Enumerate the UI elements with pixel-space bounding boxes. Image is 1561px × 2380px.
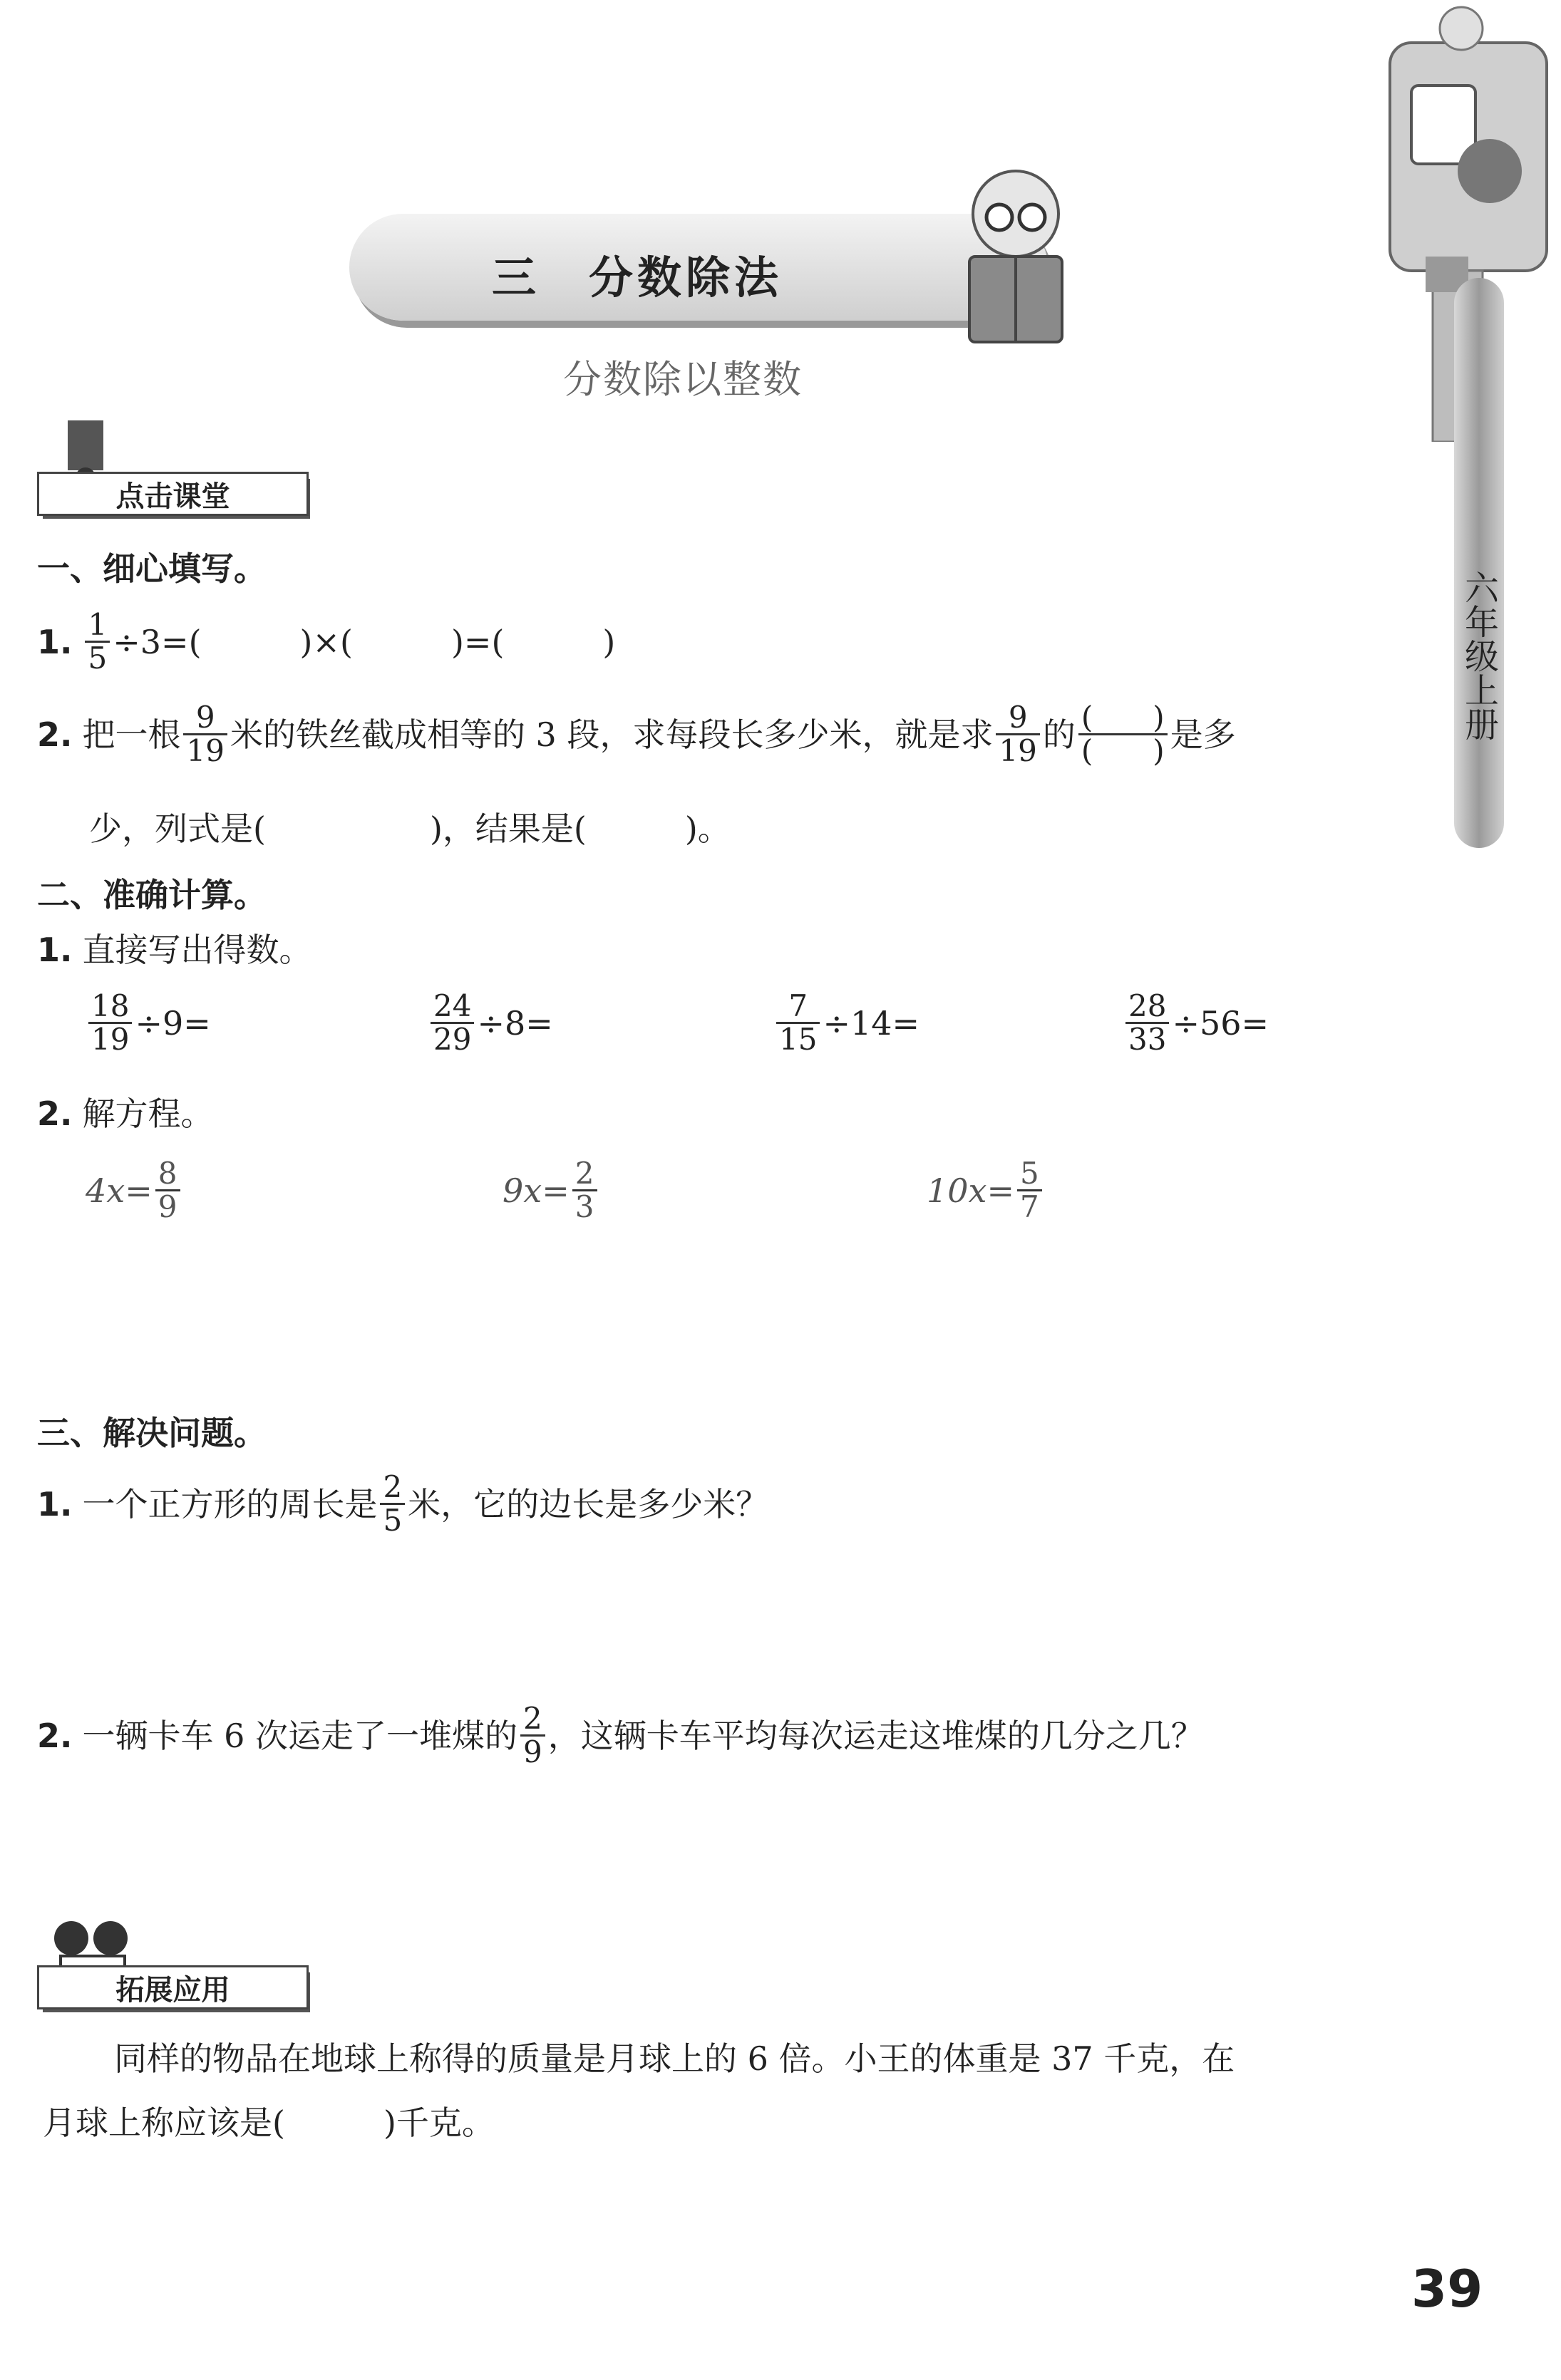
s2-q1: 1. 直接写出得数。 bbox=[37, 931, 312, 969]
calc-item-3: $\frac{7}{15}$ ÷14= bbox=[773, 990, 919, 1055]
s1-q1: 1. $\frac{1}{5}$ ÷3=( )×( )=( ) bbox=[37, 607, 616, 676]
badge-extension: 拓展应用 bbox=[37, 1965, 309, 2009]
side-tab bbox=[1454, 278, 1504, 848]
section3-heading: 三、解决问题。 bbox=[37, 1414, 267, 1452]
section2-heading: 二、准确计算。 bbox=[37, 876, 267, 914]
fraction: $\frac{1}{5}$ bbox=[85, 609, 110, 674]
s3-q1: 1. 一个正方形的周长是 $\frac{2}{5}$ 米，它的边长是多少米？ bbox=[37, 1469, 769, 1538]
chapter-subtitle: 分数除以整数 bbox=[563, 357, 803, 402]
reading-boy-illustration bbox=[955, 150, 1076, 378]
equation-2: 9x= $\frac{2}{3}$ bbox=[503, 1158, 600, 1223]
badge-classroom: 点击课堂 bbox=[37, 472, 309, 516]
s3-q2: 2. 一辆卡车 6 次运走了一堆煤的 $\frac{2}{9}$ ，这辆卡车平均每次运走这堆煤的几分之几？ bbox=[37, 1701, 1204, 1770]
side-tab-label: 六年级上册 bbox=[1458, 570, 1499, 741]
s1-q2: 2. 把一根 $\frac{9}{19}$ 米的铁丝截成相等的 3 段，求每段长多少米，就是求 $\frac{9}{19}$ 的 $\frac{( )}{( )}$ 是多 bbox=[37, 700, 1236, 769]
equation-1: 4x= $\frac{8}{9}$ bbox=[86, 1158, 183, 1223]
fraction: $\frac{9}{19}$ bbox=[183, 702, 227, 767]
page-number: 39 bbox=[1411, 2259, 1483, 2319]
calc-item-2: $\frac{24}{29}$ ÷8= bbox=[428, 990, 553, 1055]
s2-q2: 2. 解方程。 bbox=[37, 1095, 214, 1133]
chapter-title: 三 分数除法 bbox=[492, 252, 783, 304]
extension-line2: 月球上称应该是( )千克。 bbox=[43, 2104, 495, 2142]
extension-line1: 同样的物品在地球上称得的质量是月球上的 6 倍。小王的体重是 37 千克，在 bbox=[114, 2039, 1235, 2078]
fraction: $\frac{9}{19}$ bbox=[996, 702, 1039, 767]
s1-q2-line2: 少，列式是( )，结果是( )。 bbox=[89, 809, 731, 848]
section1-heading: 一、细心填写。 bbox=[37, 549, 267, 588]
equation-3: 10x= $\frac{5}{7}$ bbox=[927, 1158, 1045, 1223]
calc-item-1: $\frac{18}{19}$ ÷9= bbox=[86, 990, 211, 1055]
calc-item-4: $\frac{28}{33}$ ÷56= bbox=[1123, 990, 1269, 1055]
blank-fraction: $\frac{( )}{( )}$ bbox=[1078, 702, 1168, 767]
